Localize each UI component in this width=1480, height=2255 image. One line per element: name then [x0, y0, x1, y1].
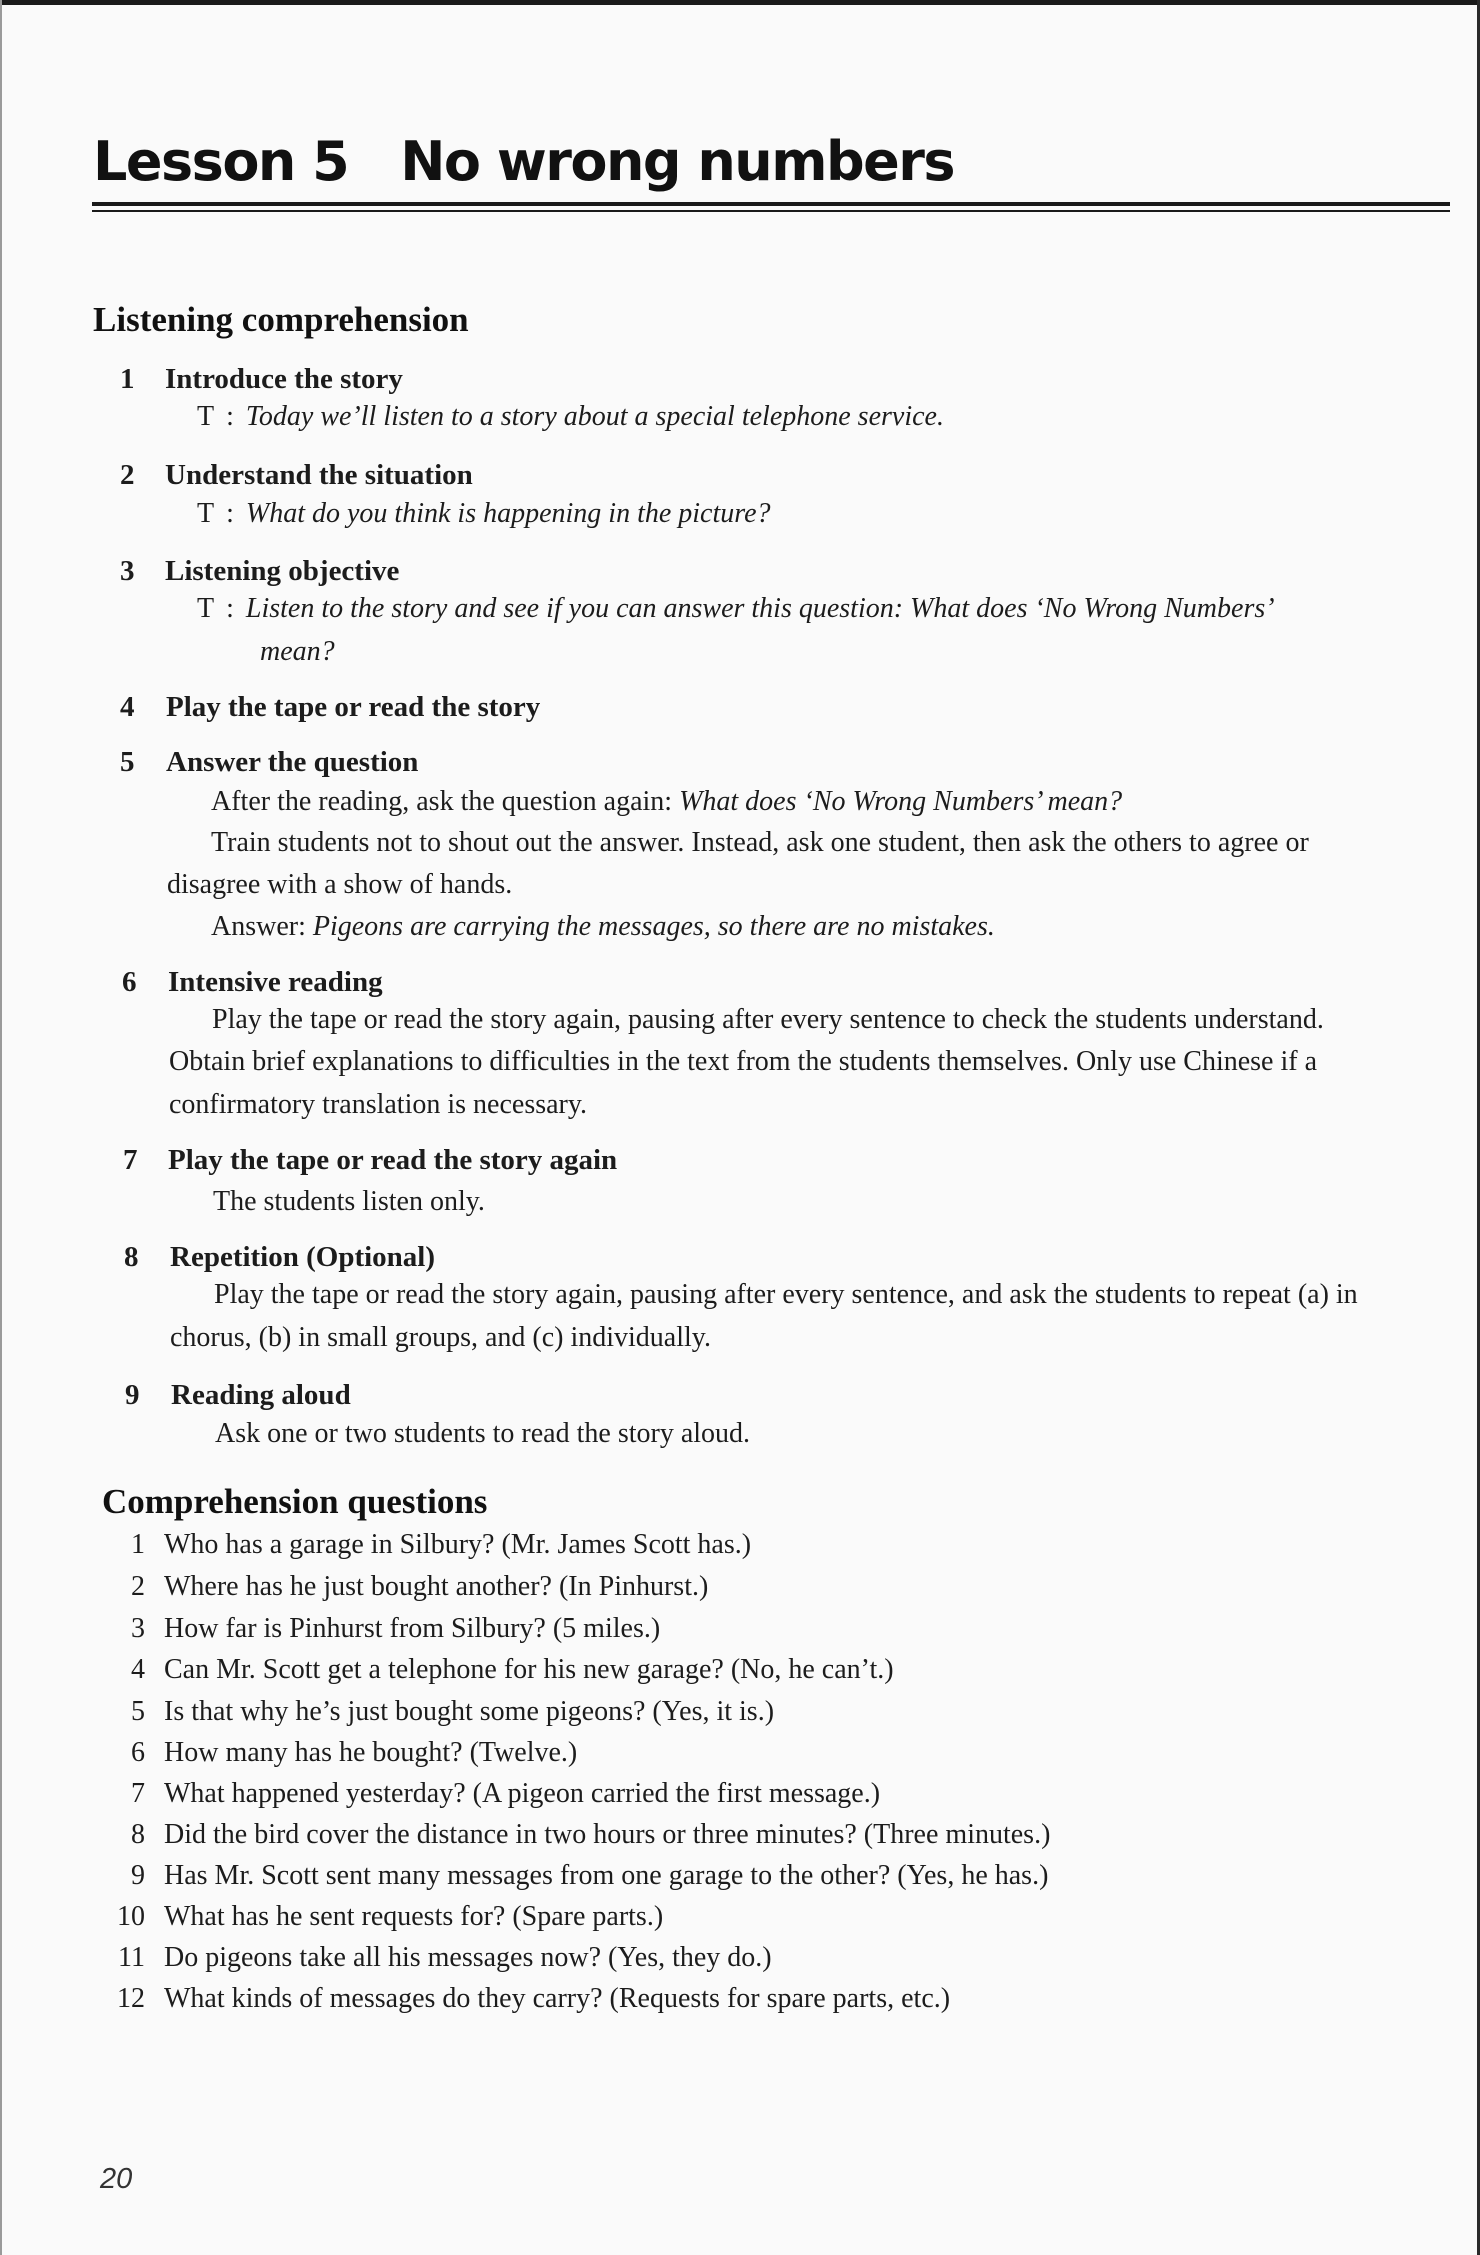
listening-heading: Listening comprehension [93, 300, 469, 339]
question-text: How many has he bought? (Twelve.) [164, 1737, 578, 1768]
question-number: 6 [131, 1737, 145, 1768]
comprehension-heading: Comprehension questions [102, 1482, 488, 1521]
question-number: 3 [131, 1613, 145, 1644]
question-text: Where has he just bought another? (In Pinhurst.) [164, 1571, 709, 1602]
question-text: Can Mr. Scott get a telephone for his new garage? (No, he can’t.) [164, 1654, 894, 1685]
item-number: 2 [120, 459, 135, 491]
question-text: What kinds of messages do they carry? (Requests for spare parts, etc.) [164, 1983, 951, 2014]
item-title: Introduce the story [165, 363, 403, 395]
answer-line [211, 911, 995, 943]
top-border [0, 0, 1480, 5]
item-number: 5 [120, 746, 135, 778]
question-text: Is that why he’s just bought some pigeons? (Yes, it is.) [164, 1696, 775, 1727]
item-title: Answer the question [166, 746, 419, 778]
paragraph-line: confirmatory translation is necessary. [169, 1089, 588, 1120]
teacher-line: T : Listen to the story and see if you can answer this question: What does ‘No Wrong Numbers’ [197, 593, 1275, 624]
teacher-label: T [197, 498, 215, 529]
item-title: Intensive reading [168, 966, 383, 998]
paragraph-line: Play the tape or read the story again, pausing after every sentence, and ask the students to repeat (a) in [214, 1279, 1358, 1310]
paragraph-line: chorus, (b) in small groups, and (c) individually. [170, 1322, 711, 1353]
question-number: 5 [131, 1696, 145, 1727]
page-number: 20 [100, 2163, 133, 2195]
question-number: 4 [131, 1654, 145, 1685]
item-number: 6 [122, 966, 137, 998]
item-number: 8 [124, 1241, 139, 1273]
lesson-number: Lesson 5 [93, 130, 349, 193]
paragraph-line: Obtain brief explanations to difficulties in the text from the students themselves. Only use Chinese if a [169, 1046, 1318, 1077]
lesson-title [93, 130, 954, 193]
question-text: What does ‘No Wrong Numbers’ mean? [679, 786, 1123, 817]
title-rule [92, 202, 1450, 206]
teacher-line: T : Today we’ll listen to a story about a special telephone service. [197, 401, 944, 432]
question-number: 12 [117, 1983, 145, 2014]
question-number: 2 [131, 1571, 145, 1602]
question-text: Has Mr. Scott sent many messages from one garage to the other? (Yes, he has.) [164, 1860, 1049, 1891]
left-edge [0, 0, 2, 2255]
paragraph-line: Ask one or two students to read the story aloud. [215, 1418, 751, 1449]
paragraph-line: The students listen only. [213, 1186, 485, 1217]
item-title: Play the tape or read the story [166, 691, 541, 723]
item-title: Repetition (Optional) [170, 1241, 436, 1273]
question-text: What has he sent requests for? (Spare parts.) [164, 1901, 664, 1932]
paragraph-line: Train students not to shout out the answer. Instead, ask one student, then ask the others to agree or [211, 827, 1309, 858]
question-text: How far is Pinhurst from Silbury? (5 miles.) [164, 1613, 661, 1644]
item-title: Reading aloud [171, 1379, 351, 1411]
teacher-label: T [197, 593, 215, 624]
teacher-text: Today we’ll listen to a story about a special telephone service. [245, 401, 944, 432]
teacher-text: What do you think is happening in the picture? [245, 498, 771, 529]
question-text: Do pigeons take all his messages now? (Yes, they do.) [164, 1942, 772, 1973]
question-number: 7 [131, 1778, 145, 1809]
question-number: 9 [131, 1860, 145, 1891]
item-number: 9 [125, 1379, 140, 1411]
title-rule-thin [92, 210, 1450, 212]
item-title: Play the tape or read the story again [168, 1144, 618, 1176]
teacher-text-continued: mean? [260, 636, 335, 667]
teacher-line: T : What do you think is happening in the picture? [197, 498, 771, 529]
item-number: 7 [123, 1144, 138, 1176]
teacher-label: T [197, 401, 215, 432]
question-number: 10 [117, 1901, 145, 1932]
paragraph-line [211, 786, 1122, 818]
item-title: Understand the situation [165, 459, 473, 491]
question-number: 8 [131, 1819, 145, 1850]
answer-text: Pigeons are carrying the messages, so there are no mistakes. [312, 911, 995, 942]
question-number: 11 [118, 1942, 145, 1973]
question-text: What happened yesterday? (A pigeon carried the first message.) [164, 1778, 881, 1809]
question-number: 1 [131, 1529, 145, 1560]
question-text: Who has a garage in Silbury? (Mr. James Scott has.) [164, 1529, 752, 1560]
answer-label: Answer: [211, 911, 313, 942]
paragraph-text: After the reading, ask the question again: [211, 786, 680, 817]
lesson-name: No wrong numbers [400, 130, 955, 193]
teacher-text: Listen to the story and see if you can answer this question: What does ‘No Wrong Numbers’ [245, 593, 1275, 624]
question-text: Did the bird cover the distance in two hours or three minutes? (Three minutes.) [164, 1819, 1051, 1850]
item-number: 4 [120, 691, 135, 723]
item-number: 1 [120, 363, 135, 395]
paragraph-line: Play the tape or read the story again, pausing after every sentence to check the students understand. [212, 1004, 1324, 1035]
paragraph-line: disagree with a show of hands. [167, 869, 513, 900]
item-title: Listening objective [165, 555, 400, 587]
item-number: 3 [120, 555, 135, 587]
